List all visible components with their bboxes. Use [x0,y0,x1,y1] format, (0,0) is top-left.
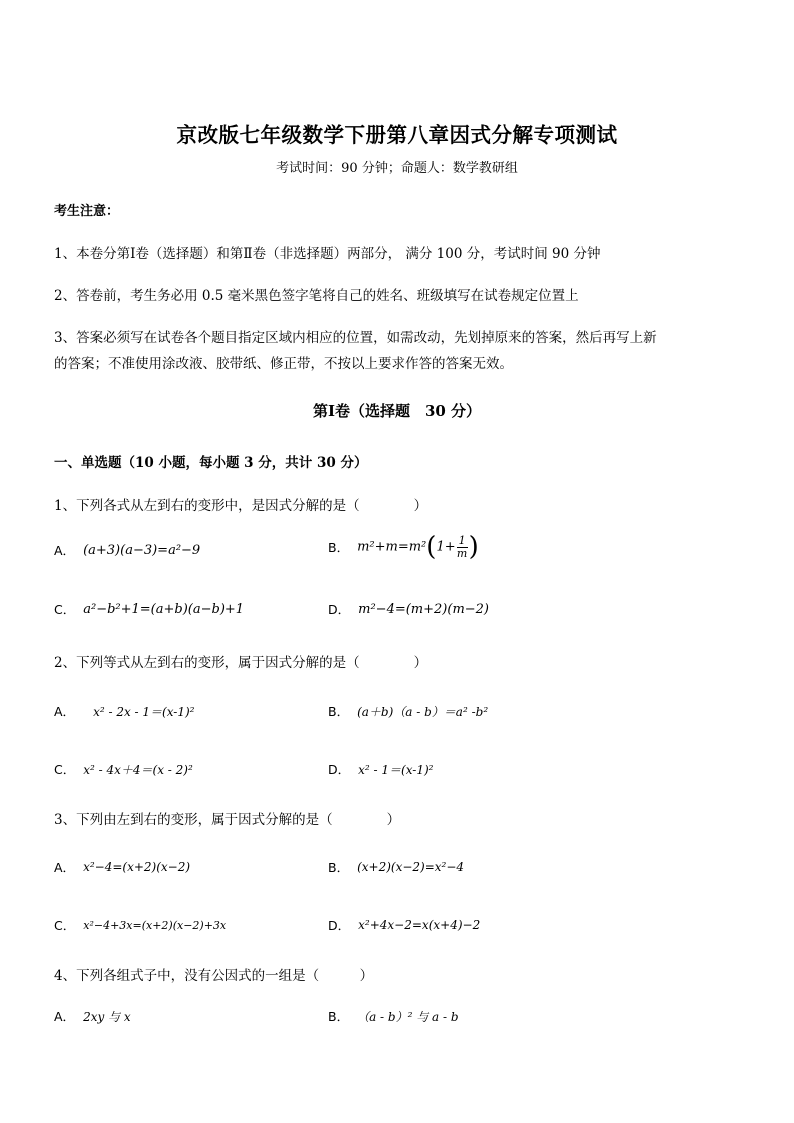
notice-heading: 考生注意： [54,204,120,219]
question-3-stem: 3、下列由左到右的变形，属于因式分解的是（ ） [54,812,401,828]
section-title: 第Ⅰ卷（选择题 30 分） [312,402,482,420]
option-letter: A． [54,1009,76,1024]
option-letter: D． [328,762,351,777]
question-1-option-c [54,600,244,618]
question-1-stem: 1、下列各式从左到右的变形中，是因式分解的是（ ） [54,498,428,514]
question-4-stem: 4、下列各组式子中，没有公因式的一组是（ ） [54,968,374,984]
expr-left: m²+m=m² [357,539,427,555]
option-letter: B． [328,540,350,555]
option-letter: C． [54,602,76,617]
option-letter: D． [328,602,351,617]
question-1-option-d [328,600,489,618]
question-1-option-a [54,541,200,559]
paren-close-glyph: ) [468,532,479,562]
option-letter: A． [54,543,76,558]
option-expression: x²−4=(x+2)(x−2) [83,860,191,874]
question-3-option-a [54,858,190,876]
notice-item-2: 2、答卷前，考生务必用 0.5 毫米黑色签字笔将自己的姓名、班级填写在试卷规定位置上 [54,288,579,304]
question-4-option-b [328,1007,459,1025]
option-expression: a²−b²+1=(a+b)(a−b)+1 [83,601,245,617]
exam-info: 考试时间：90 分钟；命题人：数学教研组 [276,161,518,176]
option-expression: 2xy 与 x [83,1009,131,1024]
option-letter: B． [328,1009,350,1024]
notice-item-3: 3、答案必须写在试卷各个题目指定区域内相应的位置，如需改动，先划掉原来的答案，然后再写上新 [54,330,657,346]
option-expression: x²+4x−2=x(x+4)−2 [358,918,481,932]
fraction [457,535,468,560]
question-2-option-d [328,760,433,778]
notice-item-1: 1、本卷分第Ⅰ卷（选择题）和第Ⅱ卷（非选择题）两部分， 满分 100 分，考试时间 90 分钟 [54,246,601,262]
page-title: 京改版七年级数学下册第八章因式分解专项测试 [176,123,618,147]
option-expression: (x+2)(x−2)=x²−4 [357,860,465,874]
option-expression: m²−4=(m+2)(m−2) [358,601,490,617]
option-expression: (a+3)(a−3)=a²−9 [83,542,201,558]
option-expression: x² - 1＝(x-1)² [358,762,434,777]
fraction-denominator: m [456,546,468,560]
option-expression: x² - 2x - 1＝(x-1)² [93,704,195,719]
part-heading: 一、单选题（10 小题，每小题 3 分，共计 30 分） [54,455,368,471]
option-expression: （a - b）² 与 a - b [357,1009,459,1024]
option-letter: A． [54,860,76,875]
option-letter: D． [328,918,351,933]
option-letter: B． [328,704,350,719]
question-4-option-a [54,1007,131,1025]
expr-one-plus: 1+ [436,539,456,555]
question-3-option-c [54,916,226,934]
option-expression: x²−4+3x=(x+2)(x−2)+3x [83,918,227,932]
question-3-option-b [328,858,464,876]
option-expression [357,534,479,560]
question-2-option-c [54,760,193,778]
fraction-numerator: 1 [458,533,466,547]
question-2-option-a [54,702,194,720]
question-2-stem: 2、下列等式从左到右的变形，属于因式分解的是（ ） [54,655,428,671]
paren-open-glyph: ( [426,532,437,562]
option-expression: (a＋b)（a - b）＝a² -b² [357,704,489,719]
option-expression: x² - 4x＋4＝(x - 2)² [83,762,193,777]
question-3-option-d [328,916,480,934]
option-letter: C． [54,762,76,777]
question-2-option-b [328,702,488,720]
option-letter: C． [54,918,76,933]
option-letter: B． [328,860,350,875]
notice-item-3-cont: 的答案；不准使用涂改液、胶带纸、修正带，不按以上要求作答的答案无效。 [54,356,513,372]
question-1-option-b [328,534,479,560]
option-letter: A． [54,704,76,719]
